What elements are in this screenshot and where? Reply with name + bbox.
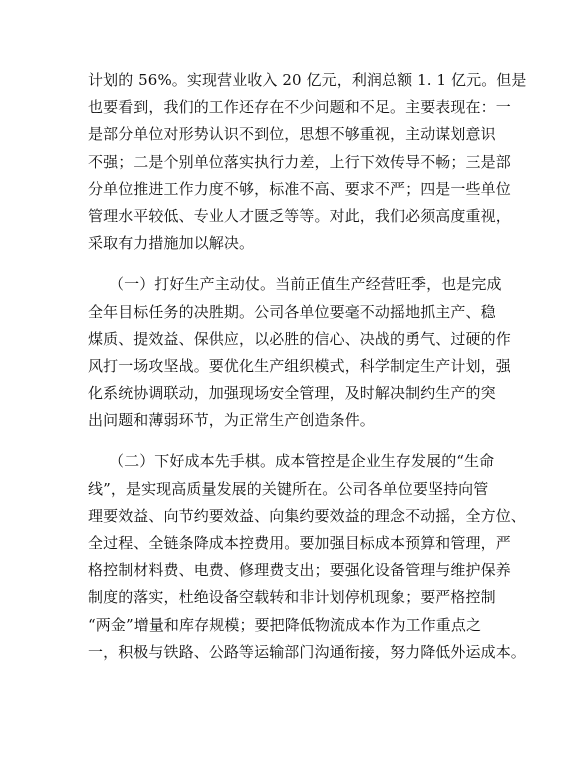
paragraph-line: 全过程、全链条降成本控费用。要加强目标成本预算和管理，严 [88,534,511,552]
document-body [88,67,527,666]
paragraph-line: 一，积极与铁路、公路等运输部门沟通衔接，努力降低外运成本。 [88,642,526,661]
paragraph-line: （一）打好生产主动仗。当前正值生产经营旺季，也是完成 [109,275,502,294]
paragraph-3 [88,448,526,666]
paragraph-line: 出问题和薄弱环节，为正常生产创造条件。 [88,411,375,430]
paragraph-line: 线”，是实现高质量发展的关键所在。公司各单位要坚持向管 [88,479,489,498]
paragraph-2 [88,271,511,434]
paragraph-line: 风打一场攻坚战。要优化生产组织模式，科学制定生产计划，强 [88,356,511,375]
paragraph-line: 采取有力措施加以解决。 [88,234,255,253]
paragraph-line: 管理水平较低、专业人才匮乏等等。对此，我们必须高度重视， [88,206,511,225]
paragraph-spacer [88,434,508,448]
paragraph-line: 是部分单位对形势认识不到位，思想不够重视，主动谋划意识 [88,125,496,144]
paragraph-spacer [88,257,508,271]
paragraph-line: 全年目标任务的决胜期。公司各单位要毫不动摇地抓主产、稳 [88,302,496,321]
paragraph-line: 也要看到，我们的工作还存在不少问题和不足。主要表现在：一 [88,98,511,117]
paragraph-line: 计划的 56%。实现营业收入 20 亿元，利润总额 1. 1 亿元。但是 [88,71,527,89]
paragraph-line: 理要效益、向节约要效益、向集约要效益的理念不动摇，全方位、 [88,506,526,525]
paragraph-1 [88,67,527,257]
paragraph-line: 分单位推进工作力度不够，标准不高、要求不严；四是一些单位 [88,179,511,198]
paragraph-line: 煤质、提效益、保供应，以必胜的信心、决战的勇气、过硬的作 [88,329,511,348]
paragraph-line: 制度的落实，杜绝设备空载转和非计划停机现象；要严格控制 [88,588,496,607]
paragraph-line: （二）下好成本先手棋。成本管控是企业生存发展的“生命 [109,452,495,471]
paragraph-line: 不强；二是个别单位落实执行力差，上行下效传导不畅；三是部 [88,152,511,171]
paragraph-line: 格控制材料费、电费、修理费支出；要强化设备管理与维护保养 [88,561,511,580]
paragraph-line: 化系统协调联动，加强现场安全管理，及时解决制约生产的突 [88,384,496,403]
paragraph-line: “两金”增量和库存规模；要把降低物流成本作为工作重点之 [88,615,482,634]
